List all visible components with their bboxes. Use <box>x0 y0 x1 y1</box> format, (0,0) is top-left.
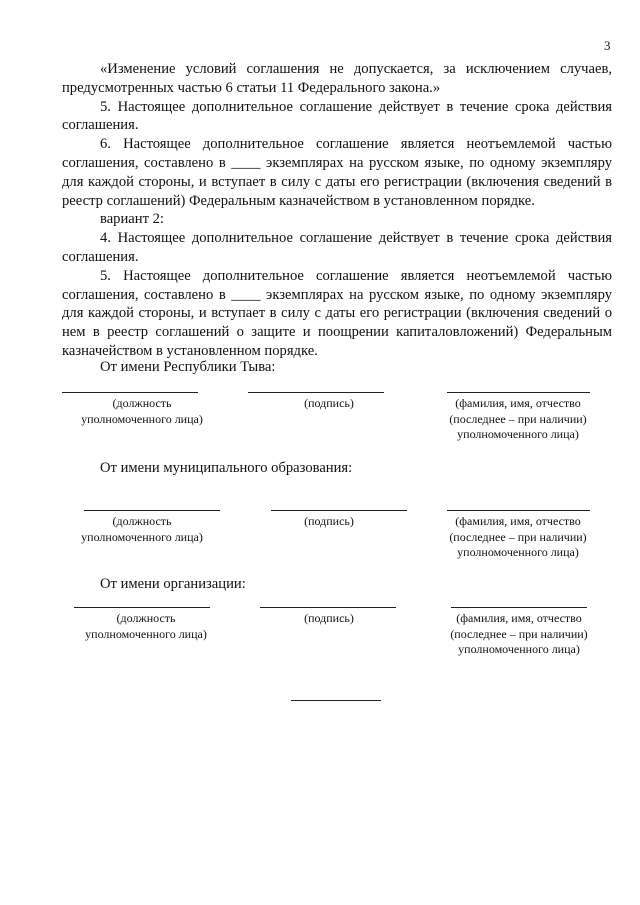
variant-label: вариант 2: <box>100 211 164 228</box>
signature-line <box>248 392 384 393</box>
signature-line <box>260 607 396 608</box>
signature-caption: (подпись) <box>304 514 354 528</box>
paragraph-integral-part: 6. Настоящее дополнительное соглашение является неотъемлемой частью соглашения, составлено в ____ экземплярах на русском языке, по одному экземпляру для каждой стороны, и вступает в силу с даты его регистрации (включения сведений в реестр соглашений) Федеральным казначейством в установленном порядке. <box>62 136 612 209</box>
signature-heading: От имени муниципального образования: <box>100 460 353 476</box>
name-caption: (фамилия, имя, отчество (последнее – при наличии) уполномоченного лица) <box>449 514 587 559</box>
name-signature-line <box>447 392 590 393</box>
signature-line <box>271 510 407 511</box>
position-signature-line <box>62 392 198 393</box>
signature-caption: (подпись) <box>304 396 354 410</box>
signature-heading: От имени Республики Тыва: <box>100 359 276 375</box>
paragraph-validity-term-variant-2: 4. Настоящее дополнительное соглашение действует в течение срока действия соглашения. <box>62 230 612 265</box>
name-caption: (фамилия, имя, отчество (последнее – при наличии) уполномоченного лица) <box>450 611 588 656</box>
agreement-text <box>62 60 612 361</box>
paragraph-integral-part-variant-2: 5. Настоящее дополнительное соглашение является неотъемлемой частью соглашения, составлено в ____ экземплярах на русском языке, по одному экземпляру для каждой стороны, и вступает в силу с даты его регистрации (включения сведений о нем в реестр соглашений о защите и поощрении капиталовложений) Федеральным казначейством в установленном порядке. <box>62 267 612 359</box>
end-of-document-rule <box>291 700 381 701</box>
paragraph-amendment-clause: «Изменение условий соглашения не допускается, за исключением случаев, предусмотренных частью 6 статьи 11 Федерального закона.» <box>62 61 612 96</box>
position-caption: (должность уполномоченного лица) <box>81 396 203 426</box>
position-caption: (должность уполномоченного лица) <box>81 514 203 544</box>
name-signature-line <box>451 607 587 608</box>
paragraph-validity-term: 5. Настоящее дополнительное соглашение действует в течение срока действия соглашения. <box>62 98 612 134</box>
page-number: 3 <box>604 38 611 53</box>
signature-heading: От имени организации: <box>100 576 246 592</box>
position-signature-line <box>84 510 220 511</box>
position-caption: (должность уполномоченного лица) <box>85 611 207 641</box>
name-caption: (фамилия, имя, отчество (последнее – при наличии) уполномоченного лица) <box>449 396 587 441</box>
name-signature-line <box>447 510 590 511</box>
signature-caption: (подпись) <box>304 611 354 625</box>
position-signature-line <box>74 607 210 608</box>
